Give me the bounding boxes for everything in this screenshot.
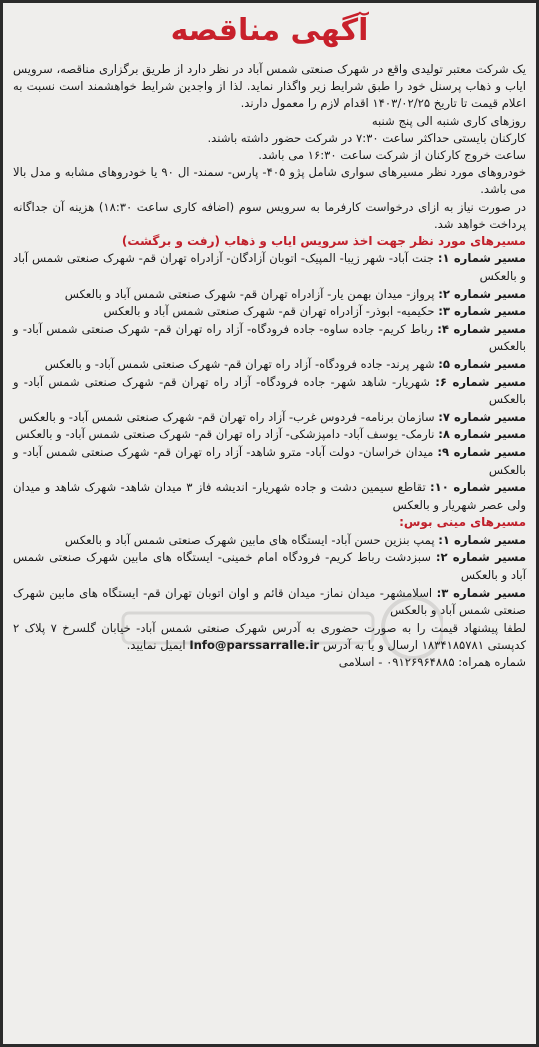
- departure-time: ساعت خروج کارکنان از شرکت ساعت ۱۶:۳۰ می باشد.: [258, 148, 526, 163]
- car-route-item: [13, 356, 526, 374]
- minibus-routes-heading: مسیرهای مینی بوس:: [399, 515, 526, 530]
- route-text: نارمک- یوسف آباد- دامپزشکی- آزاد راه تهران قم- شهرک صنعتی شمس آباد- و بالعکس: [15, 427, 439, 442]
- contact-text: لطفا پیشنهاد قیمت را به صورت حضوری به آدرس شهرک صنعتی شمس آباد- خیابان گلسرخ ۷ پلاک ۲ کدپستی ۱۸۳۴۱۸۵۷۸۱ ارسال و یا به آدرس: [13, 620, 526, 652]
- email-link[interactable]: Info@parssarralle.ir: [189, 637, 320, 652]
- phone-number: شماره همراه: ۰۹۱۲۶۹۶۴۸۸۵ - اسلامی: [338, 655, 526, 670]
- submission-instructions: [13, 620, 526, 654]
- route-text: اسلامشهر- میدان نماز- میدان قائم و اوان اتوبان تهران قم- ایستگاه های مابین شهرک صنعتی شمس آباد و بالعکس: [13, 585, 526, 618]
- route-label: مسیر شماره ۴:: [437, 321, 526, 336]
- route-label: مسیر شماره ۳:: [438, 304, 526, 319]
- car-route-item: [13, 250, 526, 285]
- car-route-item: [13, 426, 526, 444]
- route-text: سبزدشت رباط کریم- فرودگاه امام خمینی- ایستگاه های مابین شهرک صنعتی شمس آباد و بالعکس: [13, 550, 526, 582]
- route-text: حکیمیه- ابوذر- آزادراه تهران قم- شهرک صنعتی شمس آباد و بالعکس: [103, 304, 439, 319]
- minibus-route-item: [13, 549, 526, 584]
- intro-paragraph: یک شرکت معتبر تولیدی واقع در شهرک صنعتی شمس آباد در نظر دارد از طریق برگزاری مناقصه، سرویس ایاب و ذهاب پرسنل خود را طبق شرایط زیر واگذار نماید. لذا از واجدین شرایط خواهشمند است نسبت به اعلام قیمت تا تاریخ ۱۴۰۳/۰۲/۲۵ اقدام لازم را معمول دارند.: [13, 62, 526, 111]
- car-route-item: [13, 303, 526, 321]
- minibus-route-item: [13, 585, 526, 620]
- car-routes-heading: مسیرهای مورد نظر جهت اخذ سرویس ایاب و ذهاب (رفت و برگشت): [121, 234, 526, 249]
- route-label: مسیر شماره ۳:: [436, 585, 526, 600]
- route-label: مسیر شماره ۲:: [435, 550, 526, 565]
- route-label: مسیر شماره ۸:: [438, 427, 526, 442]
- car-route-item: [13, 374, 526, 409]
- notice-title: آگهی مناقصه: [170, 13, 369, 48]
- route-text: میدان خراسان- دولت آباد- مترو شاهد- آزاد راه تهران قم- شهرک صنعتی شمس آباد- و بالعکس: [13, 444, 526, 477]
- route-label: مسیر شماره ۹:: [437, 444, 526, 459]
- route-label: مسیر شماره ۶:: [435, 374, 526, 389]
- extra-service-note: در صورت نیاز به ازای درخواست کارفرما به سرویس سوم (اضافه کاری ساعت ۱۸:۳۰) هزینه آن جداگانه پرداخت خواهد شد.: [13, 199, 526, 231]
- route-text: پرواز- میدان بهمن یار- آزادراه تهران قم- شهرک صنعتی شمس آباد و بالعکس: [64, 286, 439, 301]
- vehicle-types: خودروهای مورد نظر مسیرهای سواری شامل پژو ۴۰۵- پارس- سمند- ال ۹۰ یا خودروهای مشابه و مدل بالا می باشد.: [13, 165, 527, 197]
- route-text: جنت آباد- شهر زیبا- المپیک- اتوبان آزادگان- آزادراه تهران قم- شهرک صنعتی شمس آباد و بالعکس: [13, 251, 526, 284]
- work-days: روزهای کاری شنبه الی پنج شنبه: [371, 113, 526, 128]
- route-text: شهریار- شاهد شهر- جاده فرودگاه- آزاد راه تهران قم- شهرک صنعتی شمس آباد- و بالعکس: [13, 374, 526, 407]
- car-route-item: [13, 444, 526, 479]
- arrival-time: کارکنان بایستی حداکثر ساعت ۷:۳۰ در شرکت حضور داشته باشند.: [207, 130, 526, 145]
- route-label: مسیر شماره ۲:: [438, 286, 526, 301]
- route-label: مسیر شماره ۷:: [438, 409, 526, 424]
- contact-text-end: ایمیل نمایید.: [126, 637, 190, 652]
- route-text: پمپ بنزین حسن آباد- ایستگاه های مابین شهرک صنعتی شمس آباد و بالعکس: [64, 532, 439, 547]
- route-label: مسیر شماره ۱:: [438, 532, 526, 547]
- route-text: تقاطع سیمین دشت و جاده شهریار- اندیشه فاز ۳ میدان شاهد- شهرک شاهد و میدان ولی عصر شهریار و بالعکس: [13, 480, 526, 512]
- car-route-item: [13, 479, 526, 514]
- car-route-item: [13, 409, 526, 427]
- route-text: سازمان برنامه- فردوس غرب- آزاد راه تهران قم- شهرک صنعتی شمس آباد- و بالعکس: [18, 409, 439, 424]
- car-route-item: [13, 286, 526, 304]
- route-text: رباط کریم- جاده ساوه- جاده فرودگاه- آزاد راه تهران قم- شهرک صنعتی شمس آباد- و بالعکس: [13, 321, 526, 354]
- route-text: شهر پرند- جاده فرودگاه- آزاد راه تهران قم- شهرک صنعتی شمس آباد- و بالعکس: [44, 357, 439, 371]
- route-label: مسیر شماره ۵:: [438, 357, 526, 371]
- car-route-item: [13, 321, 526, 356]
- route-label: مسیر شماره ۱:: [437, 251, 526, 266]
- route-label: مسیر شماره ۱۰:: [429, 480, 526, 495]
- minibus-route-item: [13, 532, 526, 550]
